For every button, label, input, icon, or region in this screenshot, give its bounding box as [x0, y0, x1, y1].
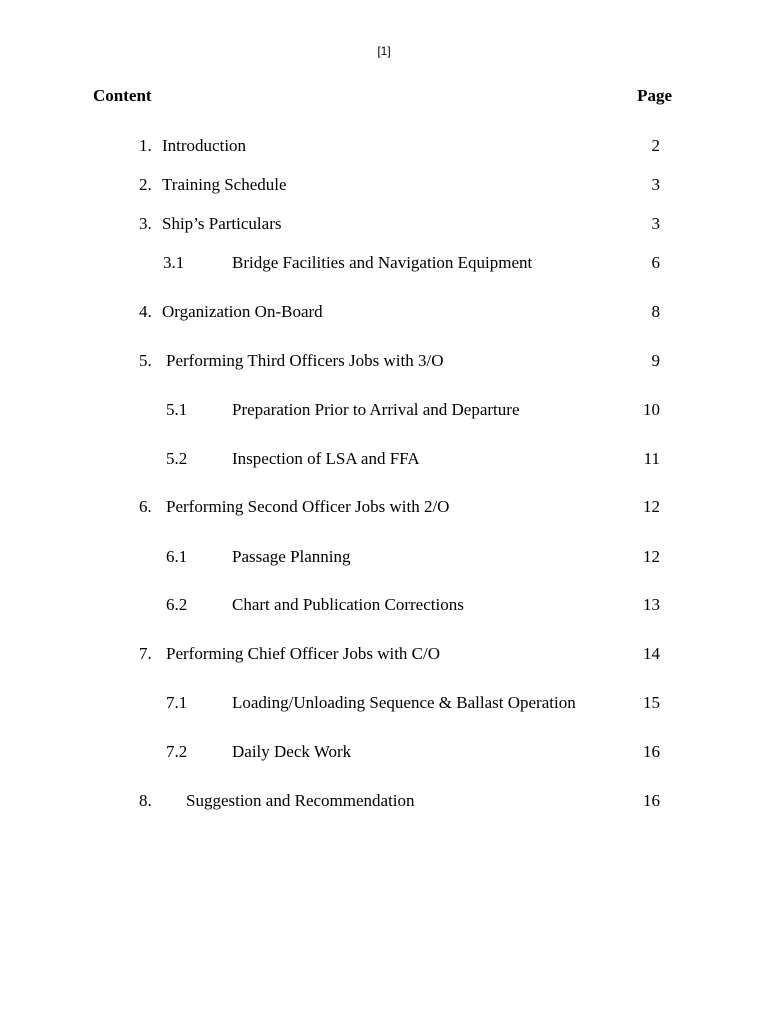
toc-entry-title: Introduction — [162, 136, 247, 155]
toc-entry-number: 3.1 — [163, 253, 185, 272]
toc-entry-number: 1. — [139, 136, 152, 155]
toc-entry-number: 5.2 — [166, 449, 188, 468]
toc-entry — [0, 134, 768, 158]
toc-entry-page: 16 — [643, 742, 660, 761]
toc-entry-title: Organization On-Board — [162, 302, 323, 321]
toc-entry-page: 15 — [643, 693, 660, 712]
page-number: [1] — [377, 44, 391, 58]
toc-subentry — [0, 691, 768, 715]
toc-entry — [0, 495, 768, 519]
toc-subentry — [0, 398, 768, 422]
toc-entry-page: 11 — [643, 449, 660, 468]
toc-entry-page: 3 — [651, 214, 660, 233]
page-column-heading: Page — [637, 86, 672, 105]
toc-subentry — [0, 740, 768, 764]
toc-entry — [0, 789, 768, 813]
toc-entry-page: 8 — [651, 302, 660, 321]
toc-entry-page: 2 — [651, 136, 660, 155]
toc-entry-page: 12 — [643, 497, 660, 516]
toc-subentry — [0, 593, 768, 617]
toc-entry-page: 16 — [643, 791, 660, 810]
toc-subentry — [0, 447, 768, 471]
toc-entry-page: 12 — [643, 547, 660, 566]
toc-entry-page: 10 — [643, 400, 660, 419]
toc-entry-page: 14 — [643, 644, 660, 663]
toc-subentry — [0, 251, 768, 275]
toc-entry — [0, 212, 768, 236]
toc-entry-number: 6.2 — [166, 595, 188, 614]
toc-entry-title: Training Schedule — [162, 175, 287, 194]
toc-entry-number: 6. — [139, 497, 152, 516]
toc-entry-number: 6.1 — [166, 547, 188, 566]
toc-entry-page: 9 — [651, 351, 660, 370]
contents-heading: Content — [93, 86, 152, 105]
toc-entry — [0, 173, 768, 197]
toc-entry-number: 5.1 — [166, 400, 188, 419]
toc-entry-number: 7.1 — [166, 693, 188, 712]
toc-entry-number: 7.2 — [166, 742, 188, 761]
toc-entry-title: Performing Chief Officer Jobs with C/O — [166, 644, 441, 663]
toc-entry-title: Inspection of LSA and FFA — [232, 449, 420, 468]
toc-entry-number: 4. — [139, 302, 152, 321]
toc-entry-title: Suggestion and Recommendation — [186, 791, 415, 810]
toc-entry-number: 8. — [139, 791, 152, 810]
toc-entry-page: 6 — [651, 253, 660, 272]
toc-entry-number: 3. — [139, 214, 152, 233]
toc-entry — [0, 642, 768, 666]
toc-entry-title: Loading/Unloading Sequence & Ballast Operation — [232, 693, 576, 712]
toc-entry-number: 5. — [139, 351, 152, 370]
toc-entry-page: 13 — [643, 595, 660, 614]
toc-entry-page: 3 — [651, 175, 660, 194]
toc-entry-number: 2. — [139, 175, 152, 194]
toc-entry — [0, 300, 768, 324]
toc-entry-title: Bridge Facilities and Navigation Equipment — [232, 253, 533, 272]
toc-entry-title: Chart and Publication Corrections — [232, 595, 464, 614]
toc-entry-title: Performing Second Officer Jobs with 2/O — [166, 497, 450, 516]
toc-entry-number: 7. — [139, 644, 152, 663]
toc-entry-title: Passage Planning — [232, 547, 351, 566]
toc-entry-title: Preparation Prior to Arrival and Departure — [232, 400, 520, 419]
toc-subentry — [0, 545, 768, 569]
toc-entry-title: Performing Third Officers Jobs with 3/O — [166, 351, 444, 370]
toc-entry-title: Ship’s Particulars — [162, 214, 282, 233]
toc-entry-title: Daily Deck Work — [232, 742, 352, 761]
toc-entry — [0, 349, 768, 373]
